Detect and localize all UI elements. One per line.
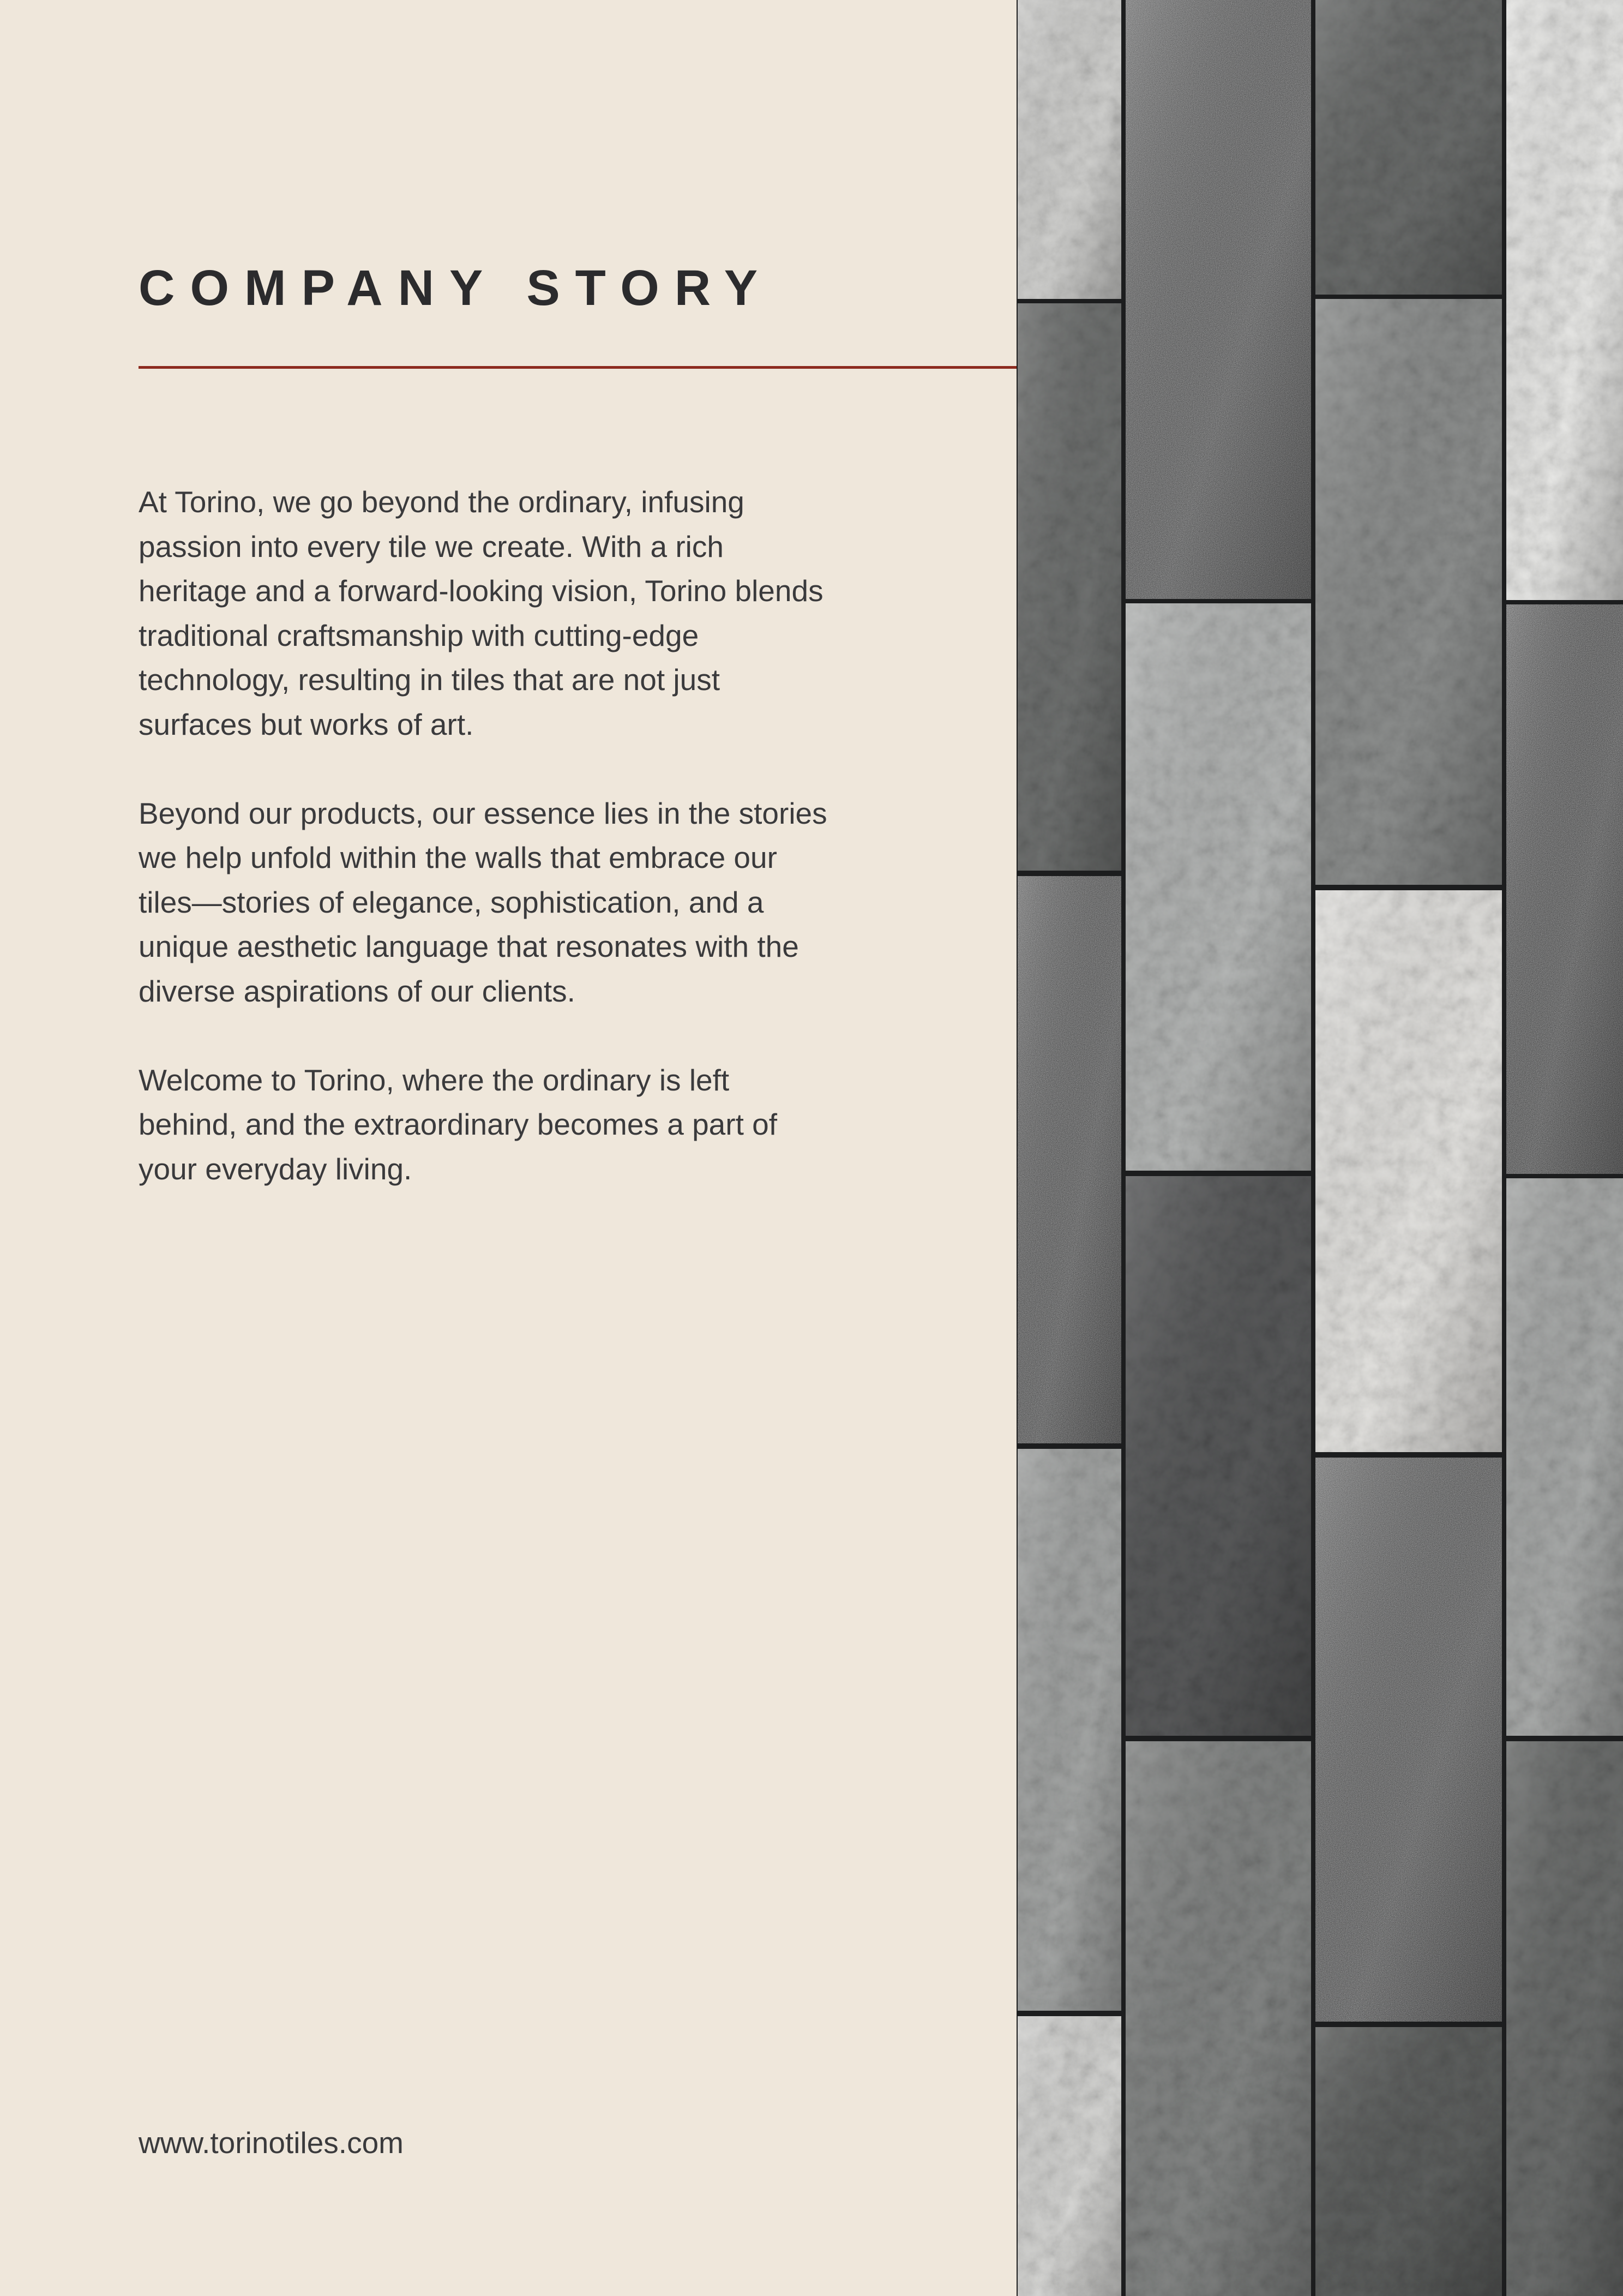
text-line: tiles—stories of elegance, sophistication, and a xyxy=(139,885,764,919)
text-line: At Torino, we go beyond the ordinary, infusing xyxy=(139,485,744,519)
text-line: unique aesthetic language that resonates with the xyxy=(139,930,799,963)
text-line: Beyond our products, our essence lies in the stories xyxy=(139,796,827,830)
text-line: traditional craftsmanship with cutting-edge xyxy=(139,618,699,652)
text-line: we help unfold within the walls that embrace our xyxy=(139,841,777,874)
stone-tile-shading xyxy=(1315,299,1502,885)
text-line: technology, resulting in tiles that are not just xyxy=(139,663,720,697)
story-paragraph-1 xyxy=(139,480,902,747)
story-paragraph-3 xyxy=(139,1058,902,1192)
stone-tile-shading xyxy=(1506,1741,1623,2296)
stone-tile-shading xyxy=(1506,604,1623,1174)
stone-tile-shading xyxy=(1126,1741,1311,2296)
stone-tile-shading xyxy=(1126,1176,1311,1736)
text-line: heritage and a forward-looking vision, Torino blends xyxy=(139,574,823,608)
stone-tile-wall-photo xyxy=(1017,0,1623,2296)
story-paragraph-2 xyxy=(139,792,902,1014)
text-line: surfaces but works of art. xyxy=(139,707,474,741)
stone-tile-shading xyxy=(1018,303,1121,871)
stone-tile-shading xyxy=(1315,1458,1502,2022)
stone-tile-shading xyxy=(1018,1449,1121,2011)
story-body xyxy=(139,480,902,1236)
stone-tile-shading xyxy=(1315,0,1502,295)
stone-tile-shading xyxy=(1018,0,1121,299)
text-line: diverse aspirations of our clients. xyxy=(139,974,575,1008)
website-url: www.torinotiles.com xyxy=(139,2126,404,2160)
stone-tile-shading xyxy=(1315,890,1502,1452)
stone-tile-shading xyxy=(1506,1178,1623,1736)
stone-tile-shading xyxy=(1018,2016,1121,2296)
text-line: your everyday living. xyxy=(139,1152,412,1186)
stone-tile-shading xyxy=(1018,876,1121,1443)
text-line: Welcome to Torino, where the ordinary is left xyxy=(139,1063,730,1097)
stone-tile-shading xyxy=(1506,0,1623,600)
stone-tiles-illustration xyxy=(1017,0,1623,2296)
title-divider xyxy=(139,366,1018,369)
page-title: COMPANY STORY xyxy=(139,260,773,316)
stone-tile-shading xyxy=(1315,2027,1502,2296)
stone-group xyxy=(1018,0,1623,2296)
stone-tile-shading xyxy=(1126,603,1311,1171)
text-line: behind, and the extraordinary becomes a part of xyxy=(139,1107,778,1141)
text-line: passion into every tile we create. With a rich xyxy=(139,529,724,563)
stone-tile-shading xyxy=(1126,0,1311,599)
